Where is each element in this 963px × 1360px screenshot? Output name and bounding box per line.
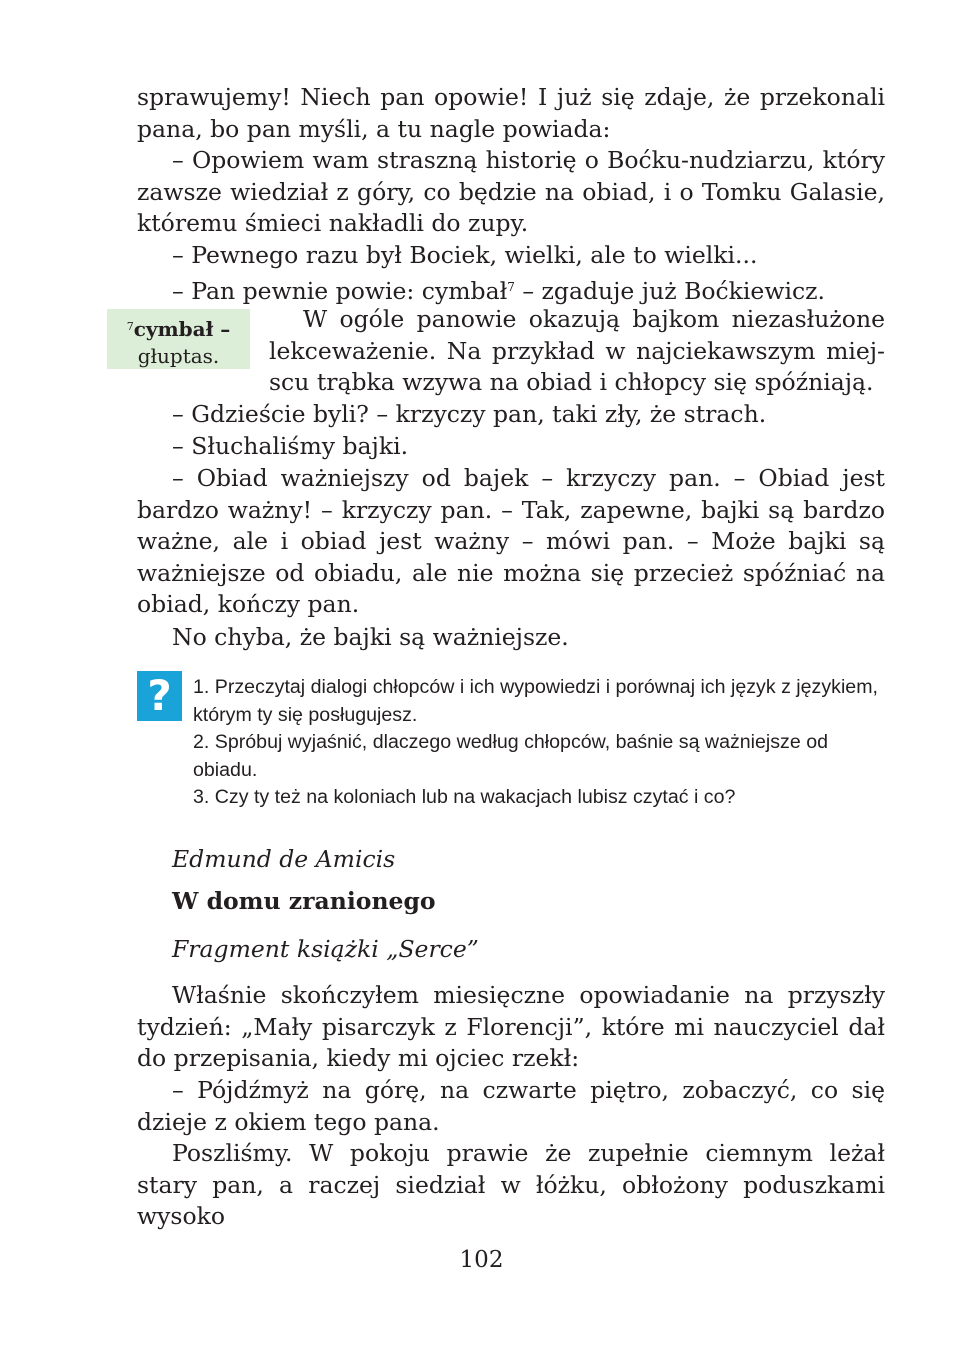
story-subtitle: Fragment książki „Serce” xyxy=(172,935,479,963)
paragraph-8: – Obiad ważniejszy od bajek – krzyczy pan. – Obiad jest bardzo ważny! – krzyczy pan. – Tak, zapewne, bajki są bardzo ważne, ale i obiad jest ważny – mówi pan. – Może bajki są ważniejsze od obiadu, ale nie można się przecież spóźniać na obiad, kończy pan. xyxy=(137,464,885,618)
story-paragraph-2: – Pójdźmyż na górę, na czwarte piętro, zobaczyć, co się dzieje z okiem tego pana. xyxy=(137,1076,885,1136)
footnote-ref: 7 xyxy=(507,280,515,294)
paragraph-5 xyxy=(269,304,885,399)
footnote-definition: głuptas. xyxy=(137,344,220,368)
paragraph-4-text-b: – zgaduje już Boćkiewicz. xyxy=(514,277,825,305)
paragraph-2: – Opowiem wam straszną historię o Boćku-nudziarzu, który zawsze wiedział z góry, co będzie na obiad, i o Tomku Galasie, któremu śmieci nakładli do zupy. xyxy=(137,146,885,237)
paragraph-4-text-a: – Pan pewnie powie: cymbał xyxy=(172,277,508,305)
story-author: Edmund de Amicis xyxy=(172,845,396,873)
question-1: 1. Przeczytaj dialogi chłopców i ich wypowiedzi i porównaj ich język z językiem, którym ty się posługujesz. xyxy=(193,676,878,726)
footnote-term-line xyxy=(107,313,250,343)
story-title: W domu zranionego xyxy=(172,887,436,915)
paragraph-5-line-2: lekceważenie. Na przykład w najciekawszym miej- xyxy=(269,336,885,365)
paragraph-9: No chyba, że bajki są ważniejsze. xyxy=(172,623,569,651)
questions-list xyxy=(193,674,893,812)
paragraph-4 xyxy=(137,272,885,308)
question-icon: ? xyxy=(137,671,182,721)
question-3: 3. Czy ty też na koloniach lub na wakacjach lubisz czytać i co? xyxy=(193,786,736,809)
page-number: 102 xyxy=(459,1247,504,1273)
footnote-number: 7 xyxy=(126,320,134,333)
paragraph-1: sprawujemy! Niech pan opowie! I już się zdaje, że przekonali pana, bo pan myśli, a tu nagle powiada: xyxy=(137,83,885,143)
paragraph-7: – Słuchaliśmy bajki. xyxy=(172,432,409,460)
paragraph-5-line-1: W ogóle panowie okazują bajkom niezasłużone xyxy=(303,305,885,333)
story-paragraph-1: Właśnie skończyłem miesięczne opowiadanie na przyszły tydzień: „Mały pisarczyk z Florencji”, które mi nauczyciel dał do przepisania, kiedy mi ojciec rzekł: xyxy=(137,981,885,1072)
footnote-box xyxy=(107,309,250,369)
paragraph-6: – Gdzieście byli? – krzyczy pan, taki zły, że strach. xyxy=(172,400,767,428)
story-paragraph-3: Poszliśmy. W pokoju prawie że zupełnie ciemnym leżał stary pan, a raczej siedział w łóżku, obłożony poduszkami wysoko xyxy=(137,1139,885,1230)
question-2: 2. Spróbuj wyjaśnić, dlaczego według chłopców, baśnie są ważniejsze od obiadu. xyxy=(193,731,828,781)
paragraph-3: – Pewnego razu był Bociek, wielki, ale to wielki... xyxy=(172,241,758,269)
footnote-term: cymbał – xyxy=(133,317,231,341)
paragraph-5-line-3: scu trąbka wzywa na obiad i chłopcy się spóźniają. xyxy=(269,368,874,396)
